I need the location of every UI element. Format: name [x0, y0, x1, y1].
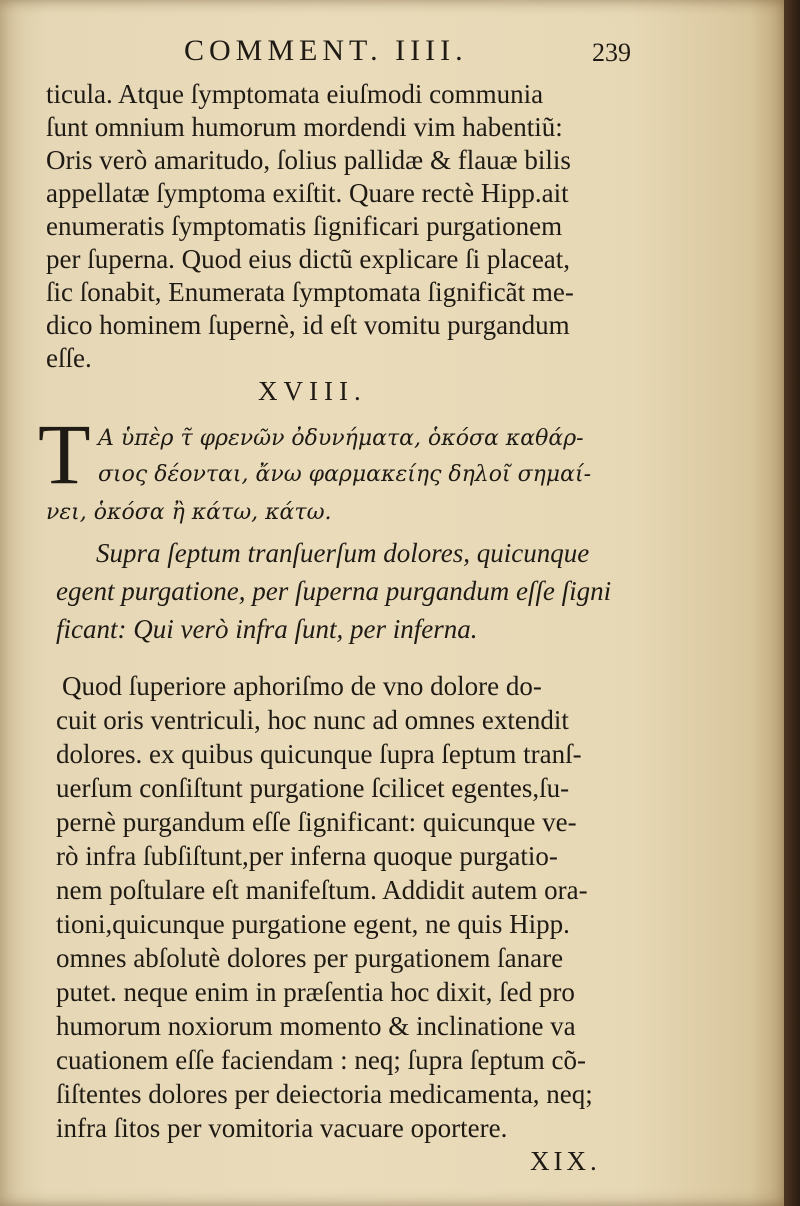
translation-line: Supra ſeptum tranſuerſum dolores, quicunque — [96, 538, 590, 568]
text-line: dico hominem ſupernè, id eſt vomitu purgandum — [46, 310, 570, 340]
text-line: infra ſitos per vomitoria vacuare oportere. — [56, 1113, 508, 1143]
text-line: cuationem eſſe faciendam : neq; ſupra ſeptum cõ- — [56, 1045, 587, 1075]
greek-line: νει, ὁκόσα ἢ κάτω, κάτω. — [46, 500, 332, 525]
text-line: pernè purgandum eſſe ſignificant: quicunque ve- — [56, 807, 577, 837]
translation-line: egent purgatione, per ſuperna purgandum eſſe ſigni — [56, 576, 612, 606]
drop-cap: T — [38, 406, 91, 502]
greek-line: σιος δέονται, ἄνω φαρμακείης δηλοῖ σημαί- — [98, 462, 592, 487]
text-line: cuit oris ventriculi, hoc nunc ad omnes extendit — [56, 705, 569, 735]
text-line: ſiſtentes dolores per deiectoria medicamenta, neq; — [56, 1079, 593, 1109]
text-line: Quod ſuperiore aphoriſmo de vno dolore do- — [62, 671, 542, 701]
text-line: humorum noxiorum momento & inclinatione va — [56, 1011, 576, 1041]
text-line: eſſe. — [46, 343, 92, 373]
text-line: appellatæ ſymptoma exiſtit. Quare rectè Hipp.ait — [46, 178, 569, 208]
page-header — [0, 30, 790, 70]
text-line: enumeratis ſymptomatis ſignificari purgationem — [46, 211, 563, 241]
text-line: tioni,quicunque purgatione egent, ne quis Hipp. — [56, 909, 570, 939]
text-line: nem poſtulare eſt manifeſtum. Addidit autem ora- — [56, 875, 588, 905]
text-line: ticula. Atque ſymptomata eiuſmodi communia — [46, 79, 544, 109]
catchword: XIX. — [530, 1146, 601, 1176]
running-title: COMMENT. IIII. — [184, 34, 468, 67]
text-line: omnes abſolutè dolores per purgationem ſanare — [56, 943, 564, 973]
text-line: Oris verò amaritudo, ſolius pallidæ & flauæ bilis — [46, 145, 571, 175]
text-line: dolores. ex quibus quicunque ſupra ſeptum tranſ- — [56, 739, 582, 769]
text-line: ſic ſonabit, Enumerata ſymptomata ſignificãt me- — [46, 277, 574, 307]
text-line: ſunt omnium humorum mordendi vim habentiũ: — [46, 112, 563, 142]
text-line: uerſum conſiſtunt purgatione ſcilicet egentes,ſu- — [56, 773, 570, 803]
book-spine — [784, 0, 800, 1206]
greek-line: Α ὑπὲρ τ̃ φρενῶν ὀδυνήματα, ὁκόσα καθάρ- — [98, 426, 584, 451]
page-number: 239 — [592, 38, 631, 67]
translation-line: ficant: Qui verò infra ſunt, per inferna. — [56, 614, 478, 644]
text-line: rò infra ſubſiſtunt,per inferna quoque purgatio- — [56, 841, 558, 871]
section-heading: XVIII. — [258, 376, 367, 406]
text-line: per ſuperna. Quod eius dictũ explicare ſi placeat, — [46, 244, 571, 274]
text-line: putet. neque enim in præſentia hoc dixit, ſed pro — [56, 977, 575, 1007]
